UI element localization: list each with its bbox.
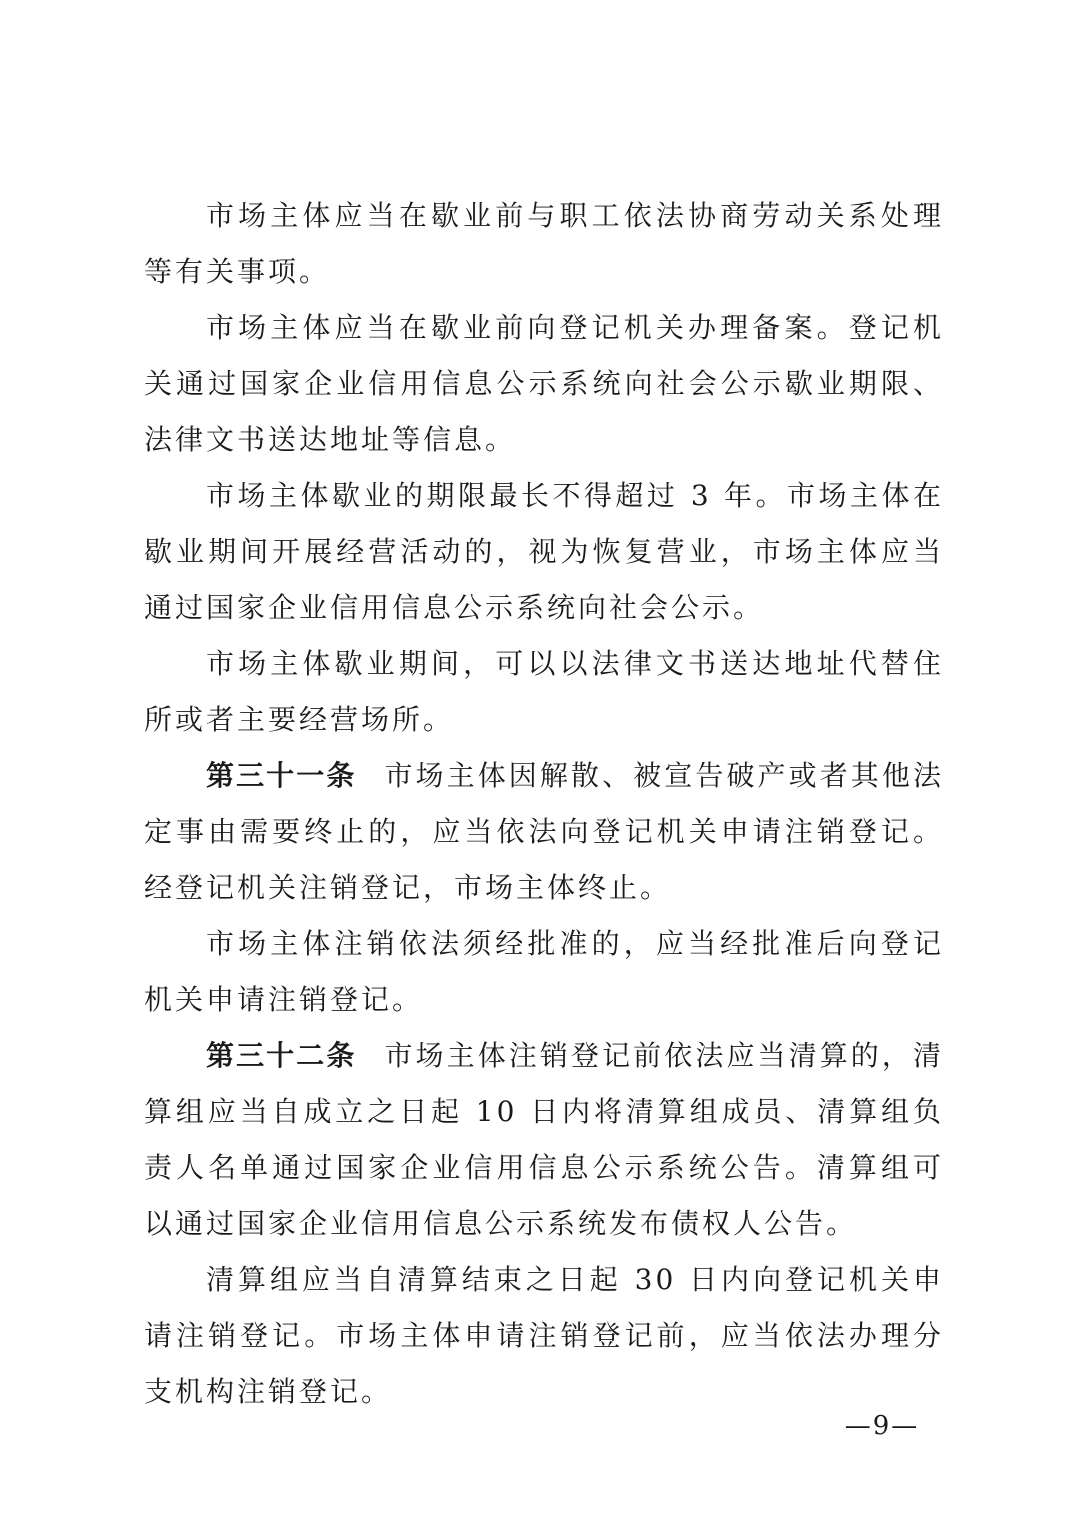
paragraph-text: 市场主体因解散、被宣告破产或者其他法定事由需要终止的，应当依法向登记机关申请注销登记。经登记机关注销登记，市场主体终止。 — [144, 759, 944, 904]
article-number: 第三十二条 — [206, 1039, 357, 1072]
page-number: —9— — [844, 1411, 920, 1441]
article-number: 第三十一条 — [206, 759, 357, 792]
paragraph — [144, 300, 944, 468]
paragraph-text: 市场主体应当在歇业前与职工依法协商劳动关系处理等有关事项。 — [144, 199, 944, 288]
article-31-paragraph — [144, 748, 944, 916]
paragraph — [144, 916, 944, 1028]
paragraph — [144, 468, 944, 636]
paragraph-text: 市场主体注销依法须经批准的，应当经批准后向登记机关申请注销登记。 — [144, 927, 944, 1016]
paragraph-text: 市场主体注销登记前依法应当清算的，清算组应当自成立之日起 10 日内将清算组成员、清算组负责人名单通过国家企业信用信息公示系统公告。清算组可以通过国家企业信用信息公示系统发布债权人公告。 — [144, 1039, 944, 1240]
paragraph-text: 清算组应当自清算结束之日起 30 日内向登记机关申请注销登记。市场主体申请注销登记前，应当依法办理分支机构注销登记。 — [144, 1263, 944, 1408]
paragraph — [144, 1252, 944, 1420]
paragraph-text: 市场主体歇业的期限最长不得超过 3 年。市场主体在歇业期间开展经营活动的，视为恢复营业，市场主体应当通过国家企业信用信息公示系统向社会公示。 — [144, 479, 944, 624]
page-body — [144, 188, 944, 1420]
paragraph-text: 市场主体歇业期间，可以以法律文书送达地址代替住所或者主要经营场所。 — [144, 647, 944, 736]
paragraph-text: 市场主体应当在歇业前向登记机关办理备案。登记机关通过国家企业信用信息公示系统向社会公示歇业期限、法律文书送达地址等信息。 — [144, 311, 944, 456]
paragraph — [144, 636, 944, 748]
article-32-paragraph — [144, 1028, 944, 1252]
paragraph — [144, 188, 944, 300]
